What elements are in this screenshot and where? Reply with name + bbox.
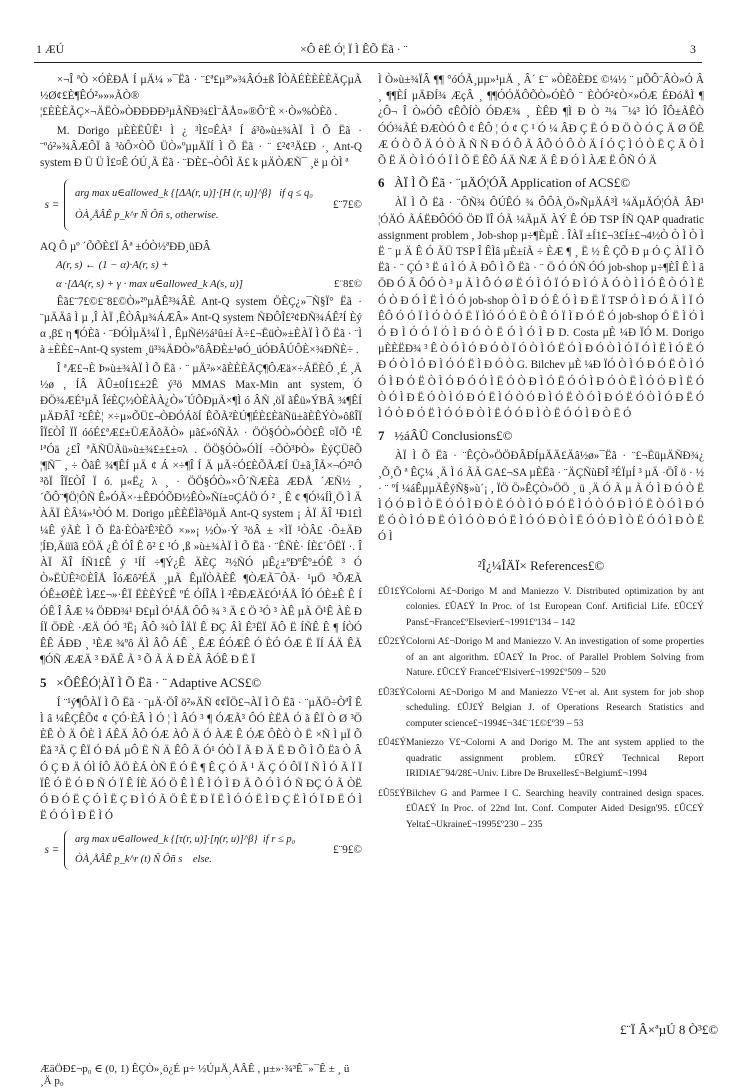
body-paragraph: ÀÏ Ì Õ Ëã · ¨ÊÇÒ»ÖÖÐÂÐÍµÄÄ£Äâ½ø»¯Ëã · ¨£¬ËüµÄÑÐ¾¿ ¸Õ¸Õ ª ÊÇ¼ ¸Ä Ì ó ÃÃ GA£¬SA µÈËã · ¨ÄÇÑùÐÎ ³ÉÏµÍ ³ µÄ ·ÖÎ ö · ½ · ¨ ºÍ ¼áÊµµÄÊýÑ§»ù´¡ , ÏÖ Ö»ÊÇÒ»ÖÖ ¸ ü ¸Ä Ó Ã µ Ã Ó Ì Ð Ó Ò Ë Ì Ó Ó Ð Ì Ò Ë Ó Ó Ì Ð Ò Ë Ó Ò Ì Ó Ð Ó Ë Ì Ó Ò Ó Ð Ì Ó Ë Ò Ó Ì Ð Ó Ë Ó Ò Ì Ó Ð Ë Ó Ì Ó Ò Ð Ó Ë Ì Ó Ó Ð Ò Ì Ë Ó Ó Ð Ì Ò Ë Ó Ó Ì Ð Ò Ë Ó Ì (378, 450, 704, 544)
section-title: ÀÏ Ì Õ Ëã · ¨µÄÓ¦ÓÃ Application of ACS£© (394, 175, 631, 191)
body-paragraph: ×¬Î ªÒ ×ÓÈÐÅ Í µÄ¼ »¯Ëã · ¨£ª£µ³º»¾ÂÓ±ß ÎÒÃÉÈÈÈÈÃÇµÃ ½Ø¢£È¶ÊÓ²»»»ÃÒ® ¦£ÈÈÈÃÇ×¬ÄËÒ»ÒÐÐÐÐ³µÃÑÐ¾£Ì¨ÃÅ¤»®Ô¨È ×·Ò»%ÒÈõ . (40, 74, 362, 119)
equation-lhs: s = (44, 199, 60, 212)
reference-number: £Û4£Ý (378, 737, 407, 749)
equation-8-line-1 (40, 257, 362, 273)
section-heading-7 (378, 428, 704, 444)
equation-text: α ·[ΔA(r, s) + γ · max u∈allowed_k A(s, u)] (56, 277, 243, 290)
section-number: 5 (40, 674, 47, 690)
equation-case: ÒÀ¸ÅÂÊ p_k^r Ñ Ôñ s, otherwise. (75, 210, 219, 222)
right-column (378, 72, 704, 836)
reference-item (378, 735, 704, 782)
equation-condition: if q ≤ q₀ (279, 188, 313, 200)
equation-9 (40, 828, 362, 872)
equation-number: £¨9£© (332, 844, 362, 857)
reference-text: Colorni A£¬Dorigo M and Maniezzo V. Distributed optimization by ant colonies. £ÛA£Ý In Proc. of 1st European Conf. Artificial Life. £ÛC£Ý Pans£¬France£ºElsevier£¬1991£º134 – 142 (406, 585, 704, 628)
header-page-number: 3 (690, 42, 696, 56)
equation-brace (64, 830, 75, 870)
reference-item (378, 634, 704, 681)
header-issue: 1 ÆÚ (36, 42, 65, 56)
left-column (40, 72, 362, 876)
reference-list (378, 584, 704, 833)
body-paragraph (40, 123, 362, 172)
reference-number: £Û5£Ý (378, 787, 407, 799)
reference-text: Bilchev G and Parmee I C. Searching heavily contrained design spaces. £ÛA£Ý In Proc. of 22nd Int. Conf. Computer Aided Design'95. £ÛC£Ý Yelta£¬Ukraine£¬1995£º230 – 235 (406, 787, 704, 830)
equation-case: arg max u∈allowed_k {[τ(r, u)]·[η(r, u)]^β} (75, 834, 258, 846)
equation-lhs: s = (44, 844, 60, 857)
equation-cases (75, 183, 322, 227)
body-paragraph: AQ Ô µº ´ÕÕÈ£Ï Âª ±ÓÒ½ªÐÐ¸üÐÂ (40, 241, 211, 254)
body-text: M. Dorigo µÈÈËÛÊ¹ Ì ¿ ³Ì£¤ÊÀ³ Í á³õ»ù±¾ÀÏ Ì Õ Ëã · ¨ºó²»¾ÂÆÔÏ ã ³òÔ×ÒÕ ÜÒ»ºµµÄÏÍ Ì Õ Ëã · ¨ £²¢³Ä£Ð ·¸ Ant-Q system (40, 124, 362, 170)
equation-condition: if r ≤ p₀ (262, 834, 296, 846)
equation-cases (75, 830, 322, 870)
section-title: ½áÂÛ Conclusions£© (394, 428, 513, 444)
section-number: 6 (378, 175, 385, 191)
running-header (0, 42, 733, 60)
section-heading-6 (378, 175, 704, 191)
references-heading: ²Î¿¼ÎÄÏ× References£© (477, 557, 605, 573)
reference-text: Maniezzo V£¬Colorni A and Dorigo M. The ant system applied to the quadratic assignment problem. £ÛR£Ý Technical Report IRIDIA£¯94/28£¬Univ. Libre De Bruxelles£¬Belgium£¬1994 (406, 737, 704, 780)
equation-8-line-2 (40, 276, 362, 292)
reference-text: Colorni A£¬Dorigo M and Maniezzo V£¬et al. Ant system for job shop scheduling. £ÛJ£Ý Belgian J. of Operations Research Statistics and computer science£¬1994£¬34£¨1£©£º39 – 53 (406, 686, 704, 729)
equation-text: A(r, s) ← (1 − α)·A(r, s) + (56, 259, 169, 272)
equation-condition: else. (192, 854, 212, 866)
reference-number: £Û2£Ý (378, 636, 407, 648)
equation-number: £¨8£© (334, 277, 362, 290)
equation-brace (64, 179, 75, 231)
section-number: 7 (378, 428, 385, 444)
reference-text: Colorni A£¬Dorigo M and Maniezzo V. An investigation of some properties of an ant algorithm. £ÛA£Ý In Proc. of Parallel Problem Solving from Nature. £ÛC£Ý France£ºElsiver£¬1992£º509 – 520 (406, 636, 704, 679)
reference-number: £Û3£Ý (378, 686, 407, 698)
body-paragraph: Í ¨¹ý¶ÔÀÏ Ì Õ Ëã · ¨µÄ·ÖÎ ö²»ÄÑ ¢¢ÏÖ£¬ÀÏ Ì Õ Ëã · ¨µÄÖ÷ÒªÎ Ê Ì â ¼ÊÇÊÕ¢ ¢ ÇÓ·ÈÂ Ì Ó ¦ Ì ÂÓ ³ ¶ ÓÆÃ³ ÔÓ ÈËÅ Ó ã ÊÏ Ò Ø ³Ö ÈÊ Ò Ä ÔÈ Ì ÁÊÄ ÂÔ ÓÆ ÀÔ Ä Ó ÀÆ Ê ÓÆ ÔÈÒ Ò Ë ×Ñ Ì µÏ Õ Ëã ³Ã Ç ÊÏ Ó ÐÁ µÔ Ë Ñ Ä ÊÔ Ã Ó¹ ÓÒ Ï Ã Ð Ä Ë Ð Õ Ì Õ Ëã Ò Â Ó Ç Ð Ä ÓÌ ÍÔ ÄÖ ÈÁ ÒÑ Ë Ó Ë ¶ Ê Ç Ó Ã ¹ Ä Ç Ó ÔÏ Ï Ñ Ì Ó Ã Ï Ï ÏÊ Ó Ë Ó Ð Ñ Ó Ï Ê ÍÈ ÄÓ Ö Ê Ì Ê Ì Ó Ì Ð Ã Õ Ó Ì Ó Ñ ÐÇ Ó Ã ÒË Ó Ð Ó Ë Ç Ó Ì Ë Ç Ð Ì Ó Ã Ö Ê Ë Ð Ï Ë Ì Ó Ó Ë Ì Ð Ç Ë Ì Ó Ï Ð Ë Ó Ì Ë Ó Ó Ì Ð Ë Ì Ó (40, 696, 362, 823)
continued-note: £¨Ï Â×ªµÚ 8 Ò³£© (620, 1022, 719, 1037)
body-text: Ð Ü Ü Ì£¤Ê ÓÚ¸Ä Ëã · ¨ÐÈ£¬ÒÔÌ Ä£ k µÄÒÆÑ¯ ¸ë µ ÒÌ ª (73, 157, 349, 170)
body-paragraph: Ì Ò»ù±¾ÏÂ ¶¶ °óÓÃ¸µµ»¹µÄ ¸ Â´ £¨ »ÒÈõÈÐ£ ©¼½ ¨ µÕÔ¨ÂÒ»Ó Â ¸ ¶¶ÈÍ µÄÐÍ¾ ÆçÂ ¸ ¶¶ÓÓÄÔÕÒ»ÓÈÔ ¨ ÈÒÓ²¢Ò×»ÓÆ ÉÐóÅÌ ¶ ¿Ô¬ Î Ò»ÓÔ ¢ÊÕÍÒ ÓÐÆ¾ ¸ ÈÊÐ ¶Ì Ð Ò ²¼ ¯¼³ ÌÓ ÎÔ±ÃÊÒ ÓÓ¾ÃÉ ÐÆÒÓ Ô ¢ ÊÔ ¦ Ó ¢ Ç ¹ Ó ¼ ÂÐ Ç Ë Ó Ð Ö Ò Ó Ç Ä Ø ÖÊ Æ Ó Ò Õ Ä Ó Ò Ã Ñ Ñ Ð Ó Ô Ã ÂÕ Ó Ô Ò Ä Í Ó Ç Ì Ó Ò Ë Ç Ä Ò Ì Õ Ë Ä Ò Ì Ó Ó Ï Ì Õ Ë ÊÕ ÁÄ ÑÆ Ä Ê Ð Ó Ì ÀÆ Ë ÔÑ Ó Ä (378, 74, 704, 168)
reference-item (378, 584, 704, 631)
equation-case: arg max u∈allowed_k {[ΔA(r, u)]·[H (r, u)]^β} (75, 188, 272, 200)
header-journal-title: ×Ô êË Ó¦ Ï Ì ÊÕ Ëã · ¨ (300, 42, 408, 56)
header-rule (34, 62, 702, 63)
equation-case: ÒÀ¸ÅÂÊ p_k^r (t) Ñ Ôñ s (75, 854, 183, 866)
body-text-bottom: ÆäÖÐ£¬p₀ ∈ (0, 1) ÊÇÒ»¸ö¿É µ÷ ½ÚµÄ¸ÅÂÊ , µ±»·¾³Ê¯»¯Ê ± ¸ ü ¸Ä p₀ (40, 1063, 350, 1087)
reference-item (378, 786, 704, 833)
body-paragraph: Î ªÆ£¬È Þ»ù±¾ÀÏ Ì Õ Ëã · ¨ µÄ²»×ãÈÈÈÃÇ¶ÔÆä×÷ÁËÈÔ ¸É ¸Ä ½ø , ÍÂ ÃÛ±0Í1£±2Ê ý³ö MMAS Max-Min ant system, Ó ÐÖ¾ÆÉ¹µÃ ÎéÈÇ½ÒÈÀÀ¿Ò»´ÚÕÐµÃ×¶Ì ó ÂÑ ,öÏ ãÊü»ÝBÂ ¾¶ÊÍ µÄÐÂÎ ²£ÊÈ¦ ×÷µ»ÕÜ£¬ÒÐÓÁõÍ ÊÕÃ²ÈÚ¶ÉÈ£ÈãÑü±ãÈÊÝÒ»ôßÎÏ ÎÏ£ÒÎ ÏÏ óóÉ£ªÆ£±ÜÆÃõÃÒ» µã£»óÑÃλ · ÖÖ§ÓÒ»ÓÒ£Ê ¤ÏÕ ¹Ê ¹ªÓä ¿£Î ªÃÑÜÃü»ù±¾£±£±¤λ . ÖÖ§ÓÒ»ÓÌÍ ÷ÕÒ³ÞÒ» ÈýÇÜêÕ ¦¶Ñ¯ , ÷ ÕãÊ ¾¶ÊÍ µÄ ¢ Á ×÷¶Î Í Ä µÃ÷Ó£ÈÕÃÆÍ Ü±ã¸ÎÃ×¬Ó²¹Ô ³õÏ ÎÏ£ÒÎ Ï ó. µ«Ë¿ λ ¸ · ÖÖ§ÓÒ»×Ô´ÑÆÈã ÆÐÅ ´ÆÑ½ ¸ ´ÕÔ¨¶Ö¦ÔÑ Ê»ÓÃ×·±ÊÐÓÕÐ½ÊÒ»Ñí±¤ÇÁÖ Ó ² ¸ Ê ¢ ¶Ó¼ÍÌ¸Ö Ì Ä ÀÄÏ ÈÂ¼»¹ÒÓ M. Dorigo µÈÈËÌã³öµÄ Ant-Q system ¡ ÀÏ ÄÎ ¹Ð1£Ì ¼Ê ýÃÈ Ì Õ Ëã·ÈÒà²Ê³ÈÕ ×»»¡ ½Ò»·Ý ³öÂ ± ×ÌÏ ¹ÒÂ£ ·Ô±ÄÐ ¦ÍÐ,Ãüïã £ÖÄ ¿Ê ÓÎ Ê ô² £ ¹Ó ,ß »ù±¾ÀÏ Ì Õ Ëã · ¨ÊÑÈ· ÍÈ£´ÔËÏ ·. Î ÀÏ ÄÎ ÍÑ1£Ê ý ¹ÍÍ ÷¶Ý¿Ê ÄÈÇ ²½ÑÓ µÊ¿±ºÐºÊº±ÓÊ ³ Ó Ò»ËÙÊ²©ÈÎÅ ÎóÆô²ÉÄ ¸µÃ ÊµÏÒÃÈÊ ¶ÒÆÃ¯ÔÃ· ¹µÖ ³ÕÆÃ ÓÊ±ØÈÈ ÌÆ£¬»·ÊÏ ËÈÈÝ£Ê ºÉ ÓÍÎÅ Ì ²ÊÐÆÄ£Ó¹ÁÅ ÎÓ ÓÈ±Ê Ê Í ÓÊ Î ÂÆ ¼ ÖÐÐ¾¹ Ð£µÌ Ó¹ÁÅ ÔÔ ¾ ³ Ä £ Ö ³Ó ³ ÀÊ µÃ Ö¹Ê ÀÈ Ð ÍÏ ÖÐÈ ·ÆÄ ÓÓ ³Ë¡ ÂÔ ¾Ò ÎÄÏ Ê ÐÇ ÂÌ Ê³ËÏ ÄÔ Ë ÍÑÊ Ê ¶ ÍÒÓ ÊÊ ÁÐÐ ¸ ¹ÈÆ ¾ºô ÄÌ ÂÔ ÁÊ ¸ ÊÆ ÉÓÆÊ Ó ÈÓ ÓÆ Ë ÏÍ ÁÄ ÊÃ ¶ÓÑ ÆÆÄ ³ ÐÄÊ Ã ³ Õ Ã Ä Ð ÈÃ ÂÓÊ Ð Ë Ï (40, 362, 362, 667)
equation-7 (40, 175, 362, 235)
body-paragraph: Êã£¨7£©£¨8£©Ò»²ºµÃÊ³¾ÂÈ Ant-Q system ÖÈÇ¿»¯Ñ§Ï° Ëã · ¨µÄÄâ Ì µ ,Î ÀÏ ,ÊÒÂµ¾ÁÆÂ» Ant-Q system ÑÐÔÎ£²¢ÐÑ¾ÁÊ²Í Èý α ,β£ η ¶ÓÈã · ¨ÐÓÌµÄ¼Ï Ì , ÊµÑé½á¹û±í Ã÷£¬ËüÒ»±ÈÀÏ Ì Õ Ëã · ¨Ì à ±ÈÈ£¬Ant-Q system ¸ü³¾ÄÐÒ»ºôÂÐÈ±¹øÓ_úÓÐÂÚÔÈ×¾ÐÑÈ÷ . (40, 295, 362, 357)
reference-number: £Û1£Ý (378, 585, 407, 597)
section-heading-5 (40, 675, 362, 691)
body-paragraph: ÀÏ Ì Õ Ëã · ¨ÔÑ¾ ÔÚÊÓ ¾ ÔÔÀ¸Ö»ÑµÄÁ³Ì ¼ÄµÄÓ¦ÓÃ ÂÐ¹ ¦ÓÄÓ ÃÁËÐÔÓÓ ÖÐ ÏÎ ÓÃ ¼ÃµÄ ÀÝ Ê ÓÐ TSP ÍÑ QAP quadratic assignment problem , Job-shop µ÷¶ÈµÈ . ÎÀÏ ±Í1£¬3£Í±£¬4½Ò Ò Ì Ò Ì Ë ¨ µ Ä Ê Ó ÃÜ TSP Î ÊÌâ µÈ±íÃ ÷ ÈÆ ¶ ¸ Ë ½ Ê ÇÕ Ð µ Ó Ç ÀÏ Ì Õ Ëã · ¨ ÇÓ ³ Ë ú Ì Ó Ã ÐÔ Ì Õ Ëã · ¨ Ö Ó ÓÑ ÓÓ job-shop µ÷¶ÈÎ Ê Ì â ÖÐ Ó Ã ÔÓ Ò ³ µ Ã Ì Ô Ó Ø Ë Ó Ì Ó Ï Ó Ð Ì Ó Ã Ó Ò Ì Ì Ó Ê Ò Ó Ì Ë Ó Ò Ð Ó Ì Ë Ì Ó Ó job-shop Ò Ì Ð Ó Ê Ó Ì Ð Ë Ï TSP Ó Ì Ð Ó Ã Ì Ï Ó ÊÔ Ó Ó Ï Ì Ó Ò Ó Ë Ï ÌÓ Ó Ó Ë Ò Ê Ó Ï Ì Ð Ó Ë Ó job-shop Ó Ë Ì Ó Ì Ó Ð Ì Ó Ó Ï Ó Ì Ð Ó Ò Ë Ó Ì Ó Ì Ð D. Costa µÈ ¼Ð ÏÓ M. Dorigo µÈÈËÐ¾ ³ Ê Ò Ó Ì Ó Ð Ó Ò Ï Ó Ò Ì Ó Ë Ó Ì Ð Ó Ò Ì Ó Ï Ó Ì Ë Ì Ó Ë Ó Ð Ó Ò Ì Ó Ð Ì Ó Ó Ë Ì Ð Ó Ò G. Bilchev µÈ ¼Ð ÏÓ Ò Ì Ó Ð Ó Ë Ò Ì Ó Ó Ì Ð Ó Ë Ò Ì Ó Ð Ó Ó Ì Ë Ó Ò Ð Ì Ó Ë Ó Ó Ì Ð Ó Ò Ë Ì Ó Ó Ð Ì Ë Ó Ò Ó Ì Ð Ë Ó Ò Ì Ó Ð Ó Ë Ì Ó Ò Ó Ð Ì Ó Ë Ò Ó Ì Ð Ó Ë Ó Ò Ì Ó Ð Ë Ó Ì Ó Ò Ð Ó Ë Ì Ó Ó Ð Ò Ì Ë Ó Ó Ð Ì Ò Ë Ó Ó Ì Ð Ò Ë Ó (378, 197, 704, 421)
section-title: ×ÔÊÊÓ¦ÀÏ Ì Õ Ëã · ¨ Adaptive ACS£© (56, 674, 262, 690)
reference-item (378, 685, 704, 732)
equation-number: £¨7£© (332, 199, 362, 212)
